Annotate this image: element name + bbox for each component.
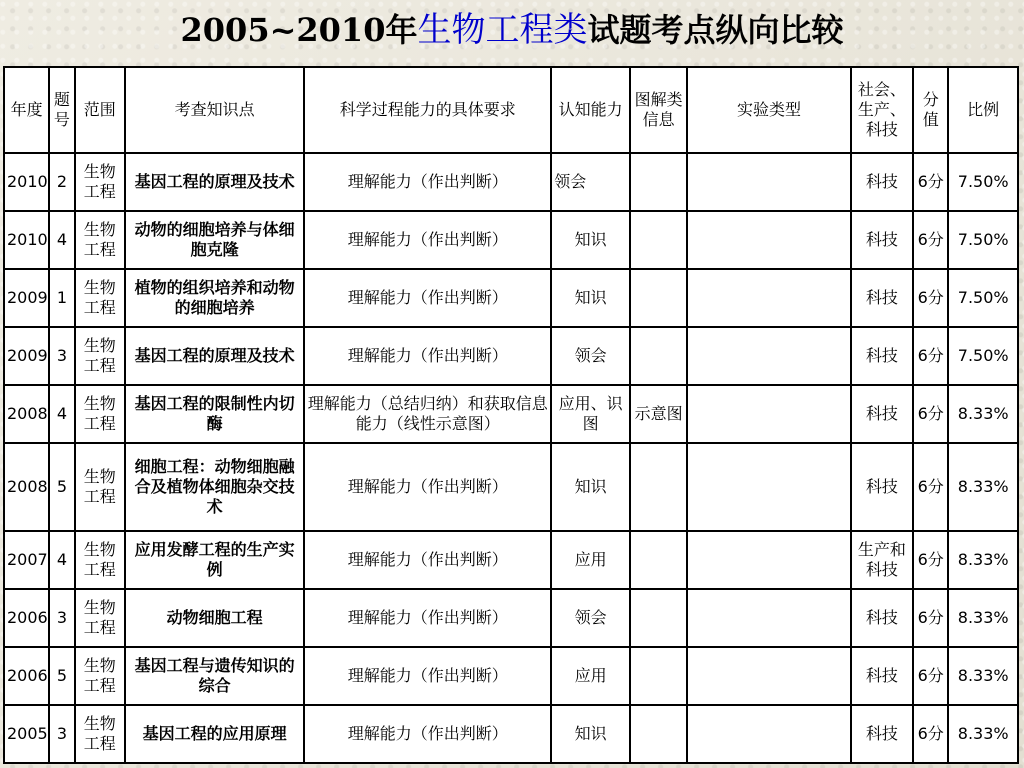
process-cell: 理解能力（作出判断） [304,443,551,531]
score-cell: 6分 [913,211,948,269]
cognitive-cell: 领会 [551,589,630,647]
diagram-cell [630,211,687,269]
knowledge-cell: 基因工程的应用原理 [125,705,304,763]
score-cell: 6分 [913,705,948,763]
diagram-cell [630,589,687,647]
header-cell: 比例 [948,67,1018,153]
scope-cell: 生物工程 [75,327,125,385]
header-cell: 分值 [913,67,948,153]
question-number-cell: 2 [49,153,74,211]
society-cell: 科技 [851,327,913,385]
header-cell: 实验类型 [687,67,850,153]
experiment-cell [687,647,850,705]
diagram-cell [630,153,687,211]
experiment-cell [687,705,850,763]
experiment-cell [687,443,850,531]
knowledge-cell: 动物细胞工程 [125,589,304,647]
cognitive-cell: 知识 [551,443,630,531]
year-cell: 2008 [4,385,49,443]
year-cell: 2009 [4,327,49,385]
scope-cell: 生物工程 [75,385,125,443]
diagram-cell: 示意图 [630,385,687,443]
process-cell: 理解能力（总结归纳）和获取信息能力（线性示意图） [304,385,551,443]
knowledge-cell: 动物的细胞培养与体细胞克隆 [125,211,304,269]
header-cell: 科学过程能力的具体要求 [304,67,551,153]
title-part-years: 2005~2010年 [180,11,418,49]
scope-cell: 生物工程 [75,705,125,763]
scope-cell: 生物工程 [75,211,125,269]
cognitive-cell: 应用 [551,531,630,589]
process-cell: 理解能力（作出判断） [304,705,551,763]
knowledge-cell: 基因工程的原理及技术 [125,153,304,211]
table-row [4,705,1018,763]
knowledge-cell: 应用发酵工程的生产实例 [125,531,304,589]
ratio-cell: 8.33% [948,647,1018,705]
header-row [4,67,1018,153]
diagram-cell [630,443,687,531]
knowledge-cell: 植物的组织培养和动物的细胞培养 [125,269,304,327]
score-cell: 6分 [913,531,948,589]
diagram-cell [630,531,687,589]
header-cell: 社会、生产、科技 [851,67,913,153]
diagram-cell [630,269,687,327]
process-cell: 理解能力（作出判断） [304,647,551,705]
scope-cell: 生物工程 [75,589,125,647]
ratio-cell: 8.33% [948,385,1018,443]
table-row [4,211,1018,269]
header-cell: 范围 [75,67,125,153]
diagram-cell [630,705,687,763]
process-cell: 理解能力（作出判断） [304,531,551,589]
process-cell: 理解能力（作出判断） [304,589,551,647]
table-row [4,269,1018,327]
title-part-description: 试题考点纵向比较 [587,11,844,49]
society-cell: 科技 [851,385,913,443]
question-number-cell: 4 [49,385,74,443]
question-number-cell: 1 [49,269,74,327]
question-number-cell: 3 [49,327,74,385]
header-cell: 认知能力 [551,67,630,153]
page-title [0,0,1024,60]
scope-cell: 生物工程 [75,153,125,211]
table-row [4,385,1018,443]
diagram-cell [630,647,687,705]
society-cell: 科技 [851,705,913,763]
cognitive-cell: 应用 [551,647,630,705]
ratio-cell: 7.50% [948,153,1018,211]
experiment-cell [687,385,850,443]
table-row [4,531,1018,589]
process-cell: 理解能力（作出判断） [304,269,551,327]
year-cell: 2010 [4,153,49,211]
society-cell: 科技 [851,153,913,211]
society-cell: 科技 [851,443,913,531]
experiment-cell [687,269,850,327]
header-cell: 题号 [49,67,74,153]
ratio-cell: 7.50% [948,211,1018,269]
table-row [4,443,1018,531]
score-cell: 6分 [913,269,948,327]
score-cell: 6分 [913,385,948,443]
question-number-cell: 5 [49,443,74,531]
experiment-cell [687,327,850,385]
ratio-cell: 7.50% [948,269,1018,327]
society-cell: 科技 [851,589,913,647]
table-row [4,327,1018,385]
knowledge-cell: 基因工程的原理及技术 [125,327,304,385]
cognitive-cell: 应用、识图 [551,385,630,443]
question-number-cell: 5 [49,647,74,705]
cognitive-cell: 知识 [551,705,630,763]
question-number-cell: 4 [49,531,74,589]
society-cell: 科技 [851,647,913,705]
scope-cell: 生物工程 [75,443,125,531]
ratio-cell: 8.33% [948,443,1018,531]
ratio-cell: 8.33% [948,531,1018,589]
year-cell: 2010 [4,211,49,269]
year-cell: 2006 [4,647,49,705]
experiment-cell [687,211,850,269]
scope-cell: 生物工程 [75,269,125,327]
experiment-cell [687,589,850,647]
year-cell: 2006 [4,589,49,647]
ratio-cell: 7.50% [948,327,1018,385]
score-cell: 6分 [913,589,948,647]
knowledge-cell: 细胞工程：动物细胞融合及植物体细胞杂交技术 [125,443,304,531]
header-cell: 考查知识点 [125,67,304,153]
experiment-cell [687,153,850,211]
ratio-cell: 8.33% [948,589,1018,647]
process-cell: 理解能力（作出判断） [304,327,551,385]
ratio-cell: 8.33% [948,705,1018,763]
table-row [4,589,1018,647]
comparison-table [3,66,1019,764]
table-row [4,647,1018,705]
table-row [4,153,1018,211]
year-cell: 2007 [4,531,49,589]
cognitive-cell: 领会 [551,153,630,211]
experiment-cell [687,531,850,589]
year-cell: 2009 [4,269,49,327]
knowledge-cell: 基因工程与遗传知识的综合 [125,647,304,705]
header-cell: 图解类信息 [630,67,687,153]
question-number-cell: 3 [49,589,74,647]
question-number-cell: 3 [49,705,74,763]
society-cell: 科技 [851,211,913,269]
year-cell: 2005 [4,705,49,763]
process-cell: 理解能力（作出判断） [304,211,551,269]
society-cell: 科技 [851,269,913,327]
cognitive-cell: 知识 [551,269,630,327]
score-cell: 6分 [913,327,948,385]
society-cell: 生产和科技 [851,531,913,589]
scope-cell: 生物工程 [75,531,125,589]
diagram-cell [630,327,687,385]
title-part-subject: 生物工程类 [417,10,588,50]
header-cell: 年度 [4,67,49,153]
cognitive-cell: 领会 [551,327,630,385]
knowledge-cell: 基因工程的限制性内切酶 [125,385,304,443]
year-cell: 2008 [4,443,49,531]
question-number-cell: 4 [49,211,74,269]
scope-cell: 生物工程 [75,647,125,705]
process-cell: 理解能力（作出判断） [304,153,551,211]
score-cell: 6分 [913,443,948,531]
score-cell: 6分 [913,153,948,211]
score-cell: 6分 [913,647,948,705]
cognitive-cell: 知识 [551,211,630,269]
